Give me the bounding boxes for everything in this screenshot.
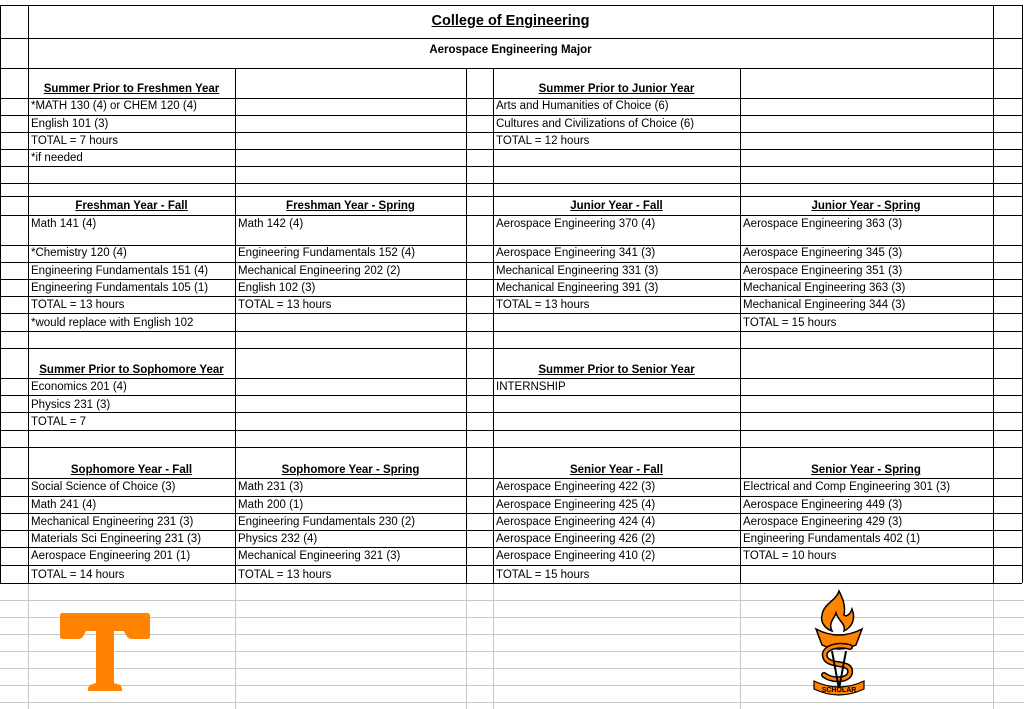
cell: Mechanical Engineering 391 (3) [496,282,659,294]
cell: Aerospace Engineering 410 (2) [496,550,656,562]
cell: Aerospace Engineering 449 (3) [743,499,903,511]
cell: Aerospace Engineering 363 (3) [743,218,903,230]
cell: Mechanical Engineering 344 (3) [743,299,906,311]
header-freshman-fall: Freshman Year - Fall [75,200,188,212]
cell: Electrical and Comp Engineering 301 (3) [743,481,951,493]
cell: Aerospace Engineering 422 (3) [496,481,656,493]
cell: Math 231 (3) [238,481,304,493]
cell: Aerospace Engineering 429 (3) [743,516,903,528]
cell: Aerospace Engineering 351 (3) [743,265,903,277]
cell: Cultures and Civilizations of Choice (6) [496,118,695,130]
cell: TOTAL = 14 hours [31,569,125,581]
cell: *MATH 130 (4) or CHEM 120 (4) [31,100,197,112]
cell: English 101 (3) [31,118,109,130]
cell: Mechanical Engineering 231 (3) [31,516,194,528]
header-sophomore-fall: Sophomore Year - Fall [70,464,193,476]
cell: Social Science of Choice (3) [31,481,176,493]
cell: Materials Sci Engineering 231 (3) [31,533,202,545]
cell: Aerospace Engineering 201 (1) [31,550,191,562]
cell: Aerospace Engineering 425 (4) [496,499,656,511]
cell: Economics 201 (4) [31,381,127,393]
tennessee-t-logo [58,609,152,693]
header-sophomore-spring: Sophomore Year - Spring [281,464,420,476]
cell: Aerospace Engineering 424 (4) [496,516,656,528]
page-title: College of Engineering [431,13,590,29]
cell: TOTAL = 15 hours [743,317,837,329]
cell: *Chemistry 120 (4) [31,247,127,259]
scholar-label: SCHOLAR [821,687,857,694]
cell: Mechanical Engineering 363 (3) [743,282,906,294]
cell: INTERNSHIP [496,381,566,393]
cell: TOTAL = 13 hours [496,299,590,311]
cell: Math 200 (1) [238,499,304,511]
cell: Mechanical Engineering 331 (3) [496,265,659,277]
cell: Aerospace Engineering 345 (3) [743,247,903,259]
cell: TOTAL = 13 hours [238,299,332,311]
cell: *if needed [31,152,83,164]
cell: TOTAL = 10 hours [743,550,837,562]
cell: English 102 (3) [238,282,316,294]
cell: *would replace with English 102 [31,317,194,329]
cell: TOTAL = 15 hours [496,569,590,581]
page-subtitle: Aerospace Engineering Major [429,44,592,56]
cell: TOTAL = 7 hours [31,135,119,147]
header-senior-fall: Senior Year - Fall [569,464,664,476]
header-summer-junior: Summer Prior to Junior Year [538,83,695,95]
header-summer-freshmen: Summer Prior to Freshmen Year [43,83,220,95]
header-senior-spring: Senior Year - Spring [811,464,921,476]
cell: Physics 232 (4) [238,533,318,545]
cell: TOTAL = 13 hours [31,299,125,311]
cell: Engineering Fundamentals 230 (2) [238,516,416,528]
cell: Arts and Humanities of Choice (6) [496,100,669,112]
header-junior-fall: Junior Year - Fall [570,200,663,212]
cell: Aerospace Engineering 341 (3) [496,247,656,259]
cell: Engineering Fundamentals 402 (1) [743,533,921,545]
header-freshman-spring: Freshman Year - Spring [286,200,415,212]
cell: Physics 231 (3) [31,399,111,411]
cell: Math 141 (4) [31,218,97,230]
cell: TOTAL = 12 hours [496,135,590,147]
cell: Mechanical Engineering 202 (2) [238,265,401,277]
cell: Engineering Fundamentals 152 (4) [238,247,416,259]
cell: TOTAL = 13 hours [238,569,332,581]
cell: Aerospace Engineering 426 (2) [496,533,656,545]
cell: Engineering Fundamentals 105 (1) [31,282,209,294]
cell: Math 241 (4) [31,499,97,511]
header-summer-sophomore: Summer Prior to Sophomore Year [39,364,224,376]
cell: TOTAL = 7 [31,416,87,428]
torch-scholar-logo [806,589,872,699]
cell: Math 142 (4) [238,218,304,230]
cell: Aerospace Engineering 370 (4) [496,218,656,230]
cell: Mechanical Engineering 321 (3) [238,550,401,562]
header-summer-senior: Summer Prior to Senior Year [538,364,695,376]
header-junior-spring: Junior Year - Spring [811,200,921,212]
cell: Engineering Fundamentals 151 (4) [31,265,209,277]
